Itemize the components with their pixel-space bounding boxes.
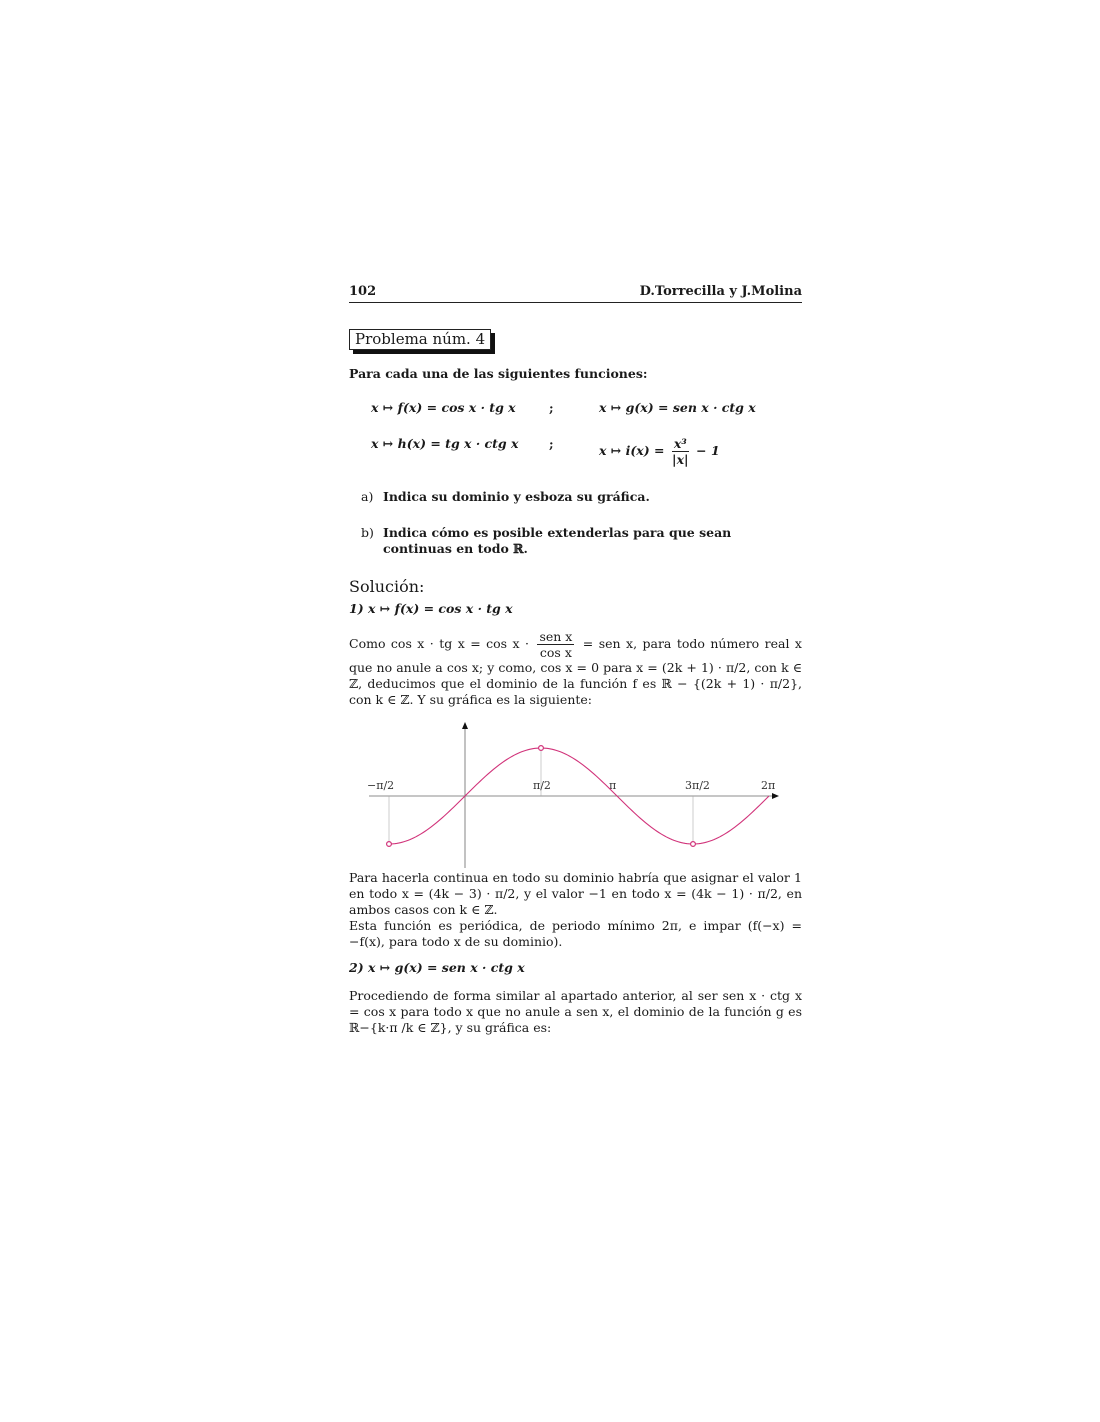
part2-text: Procediendo de forma similar al apartado anterior, al ser sen x · ctg x = cos x para todo x que no anule a sen x, el dominio de la función g es ℝ−{k·π /k ∈ ℤ}, y su gráfica es:: [349, 988, 802, 1035]
page-header: [349, 284, 802, 303]
tick-label: π: [609, 779, 617, 792]
open-point-1: [539, 746, 544, 751]
problem-title-box: [349, 329, 491, 350]
part1-after-a: Para hacerla continua en todo su dominio habría que asignar el valor 1 en todo x = (4k − 3) · π/2, y el valor −1 en todo x = (4k − 1) · π/2, en ambos casos con k ∈ ℤ.: [349, 870, 802, 917]
part2-title: 2) x ↦ g(x) = sen x · ctg x: [349, 960, 525, 975]
authors: D.Torrecilla y J.Molina: [639, 284, 802, 299]
separator: ;: [549, 400, 554, 415]
problem-title: Problema núm. 4: [349, 329, 491, 350]
function-h: x ↦ h(x) = tg x · ctg x: [371, 436, 519, 451]
page: [349, 284, 802, 1036]
solution-title: Solución:: [349, 577, 425, 596]
y-axis-arrow: [462, 722, 468, 729]
part1-title: 1) x ↦ f(x) = cos x · tg x: [349, 601, 513, 616]
x-axis-arrow: [772, 793, 779, 799]
task-b: b) Indica cómo es posible extenderlas para que sean continuas en todo ℝ.: [361, 525, 732, 556]
function-list: [349, 400, 802, 467]
separator: ;: [549, 436, 554, 451]
problem-intro: Para cada una de las siguientes funciones:: [349, 366, 648, 381]
graph-svg: [349, 722, 802, 870]
part1-text: Como cos x · tg x = cos x · $\frac{\text{sen x}}{\text{cos x}}$ = sen x, para todo número real x que no anule a cos x; y como, cos x = 0 para x = (2k + 1) · π/2, con k ∈ ℤ, deducimos que el dominio de la función f es ℝ − {(2k + 1) · π/2}, con k ∈ ℤ. Y su gráfica es la siguiente:: [349, 629, 802, 707]
sine-graph: [349, 722, 802, 870]
task-list: [349, 489, 802, 557]
open-point-2: [691, 842, 696, 847]
tick-label: 2π: [761, 779, 776, 792]
task-a: a) Indica su dominio y esboza su gráfica.: [361, 489, 650, 504]
function-f: x ↦ f(x) = cos x · tg x: [371, 400, 516, 415]
part1-after-b: Esta función es periódica, de periodo mínimo 2π, e impar (f(−x) = −f(x), para todo x de su dominio).: [349, 918, 802, 949]
tick-label: π/2: [533, 779, 551, 792]
tick-label: −π/2: [367, 779, 395, 792]
open-point-0: [387, 842, 392, 847]
tick-label: 3π/2: [685, 779, 710, 792]
function-g: x ↦ g(x) = sen x · ctg x: [599, 400, 756, 415]
page-number: 102: [349, 284, 377, 299]
function-i: x ↦ i(x) = $\frac{\text{x³}}{|x|}$ − 1: [599, 436, 720, 467]
